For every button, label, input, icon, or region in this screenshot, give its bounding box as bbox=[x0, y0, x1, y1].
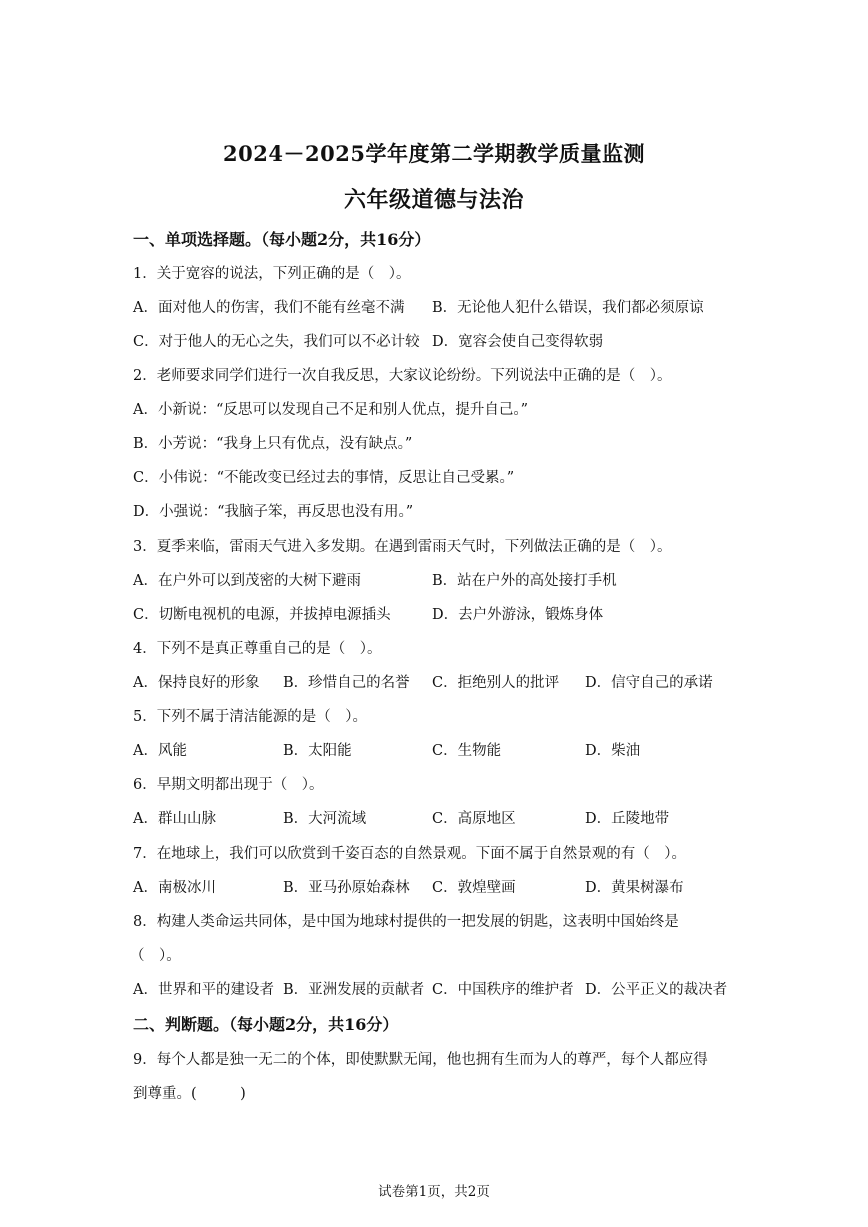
question-6-stem: 6．早期文明都出现于（ ）。 bbox=[133, 777, 324, 793]
question-4-stem: 4．下列不是真正尊重自己的是（ ）。 bbox=[133, 641, 382, 657]
question-1-option-d: D．宽容会使自己变得软弱 bbox=[432, 334, 604, 350]
question-2-stem: 2．老师要求同学们进行一次自我反思，大家议论纷纷。下列说法中正确的是（ ）。 bbox=[133, 368, 672, 384]
page-footer: 试卷第1页，共2页 bbox=[378, 1184, 490, 1200]
exam-subtitle: 六年级道德与法治 bbox=[343, 187, 524, 213]
question-2-option-b: B．小芳说：“我身上只有优点，没有缺点。” bbox=[133, 436, 413, 452]
question-1-stem: 1．关于宽容的说法，下列正确的是（ ）。 bbox=[133, 266, 411, 282]
question-7-option-d: D．黄果树瀑布 bbox=[585, 880, 684, 896]
question-5-stem: 5．下列不属于清洁能源的是（ ）。 bbox=[133, 709, 367, 725]
question-2-option-c: C．小伟说：“不能改变已经过去的事情，反思让自己受累。” bbox=[133, 470, 515, 486]
question-3-option-a: A．在户外可以到茂密的大树下避雨 bbox=[133, 573, 361, 589]
question-8-option-b: B．亚洲发展的贡献者 bbox=[283, 982, 425, 998]
question-1-option-a: A．面对他人的伤害，我们不能有丝毫不满 bbox=[133, 300, 405, 316]
question-8-option-c: C．中国秩序的维护者 bbox=[432, 982, 574, 998]
question-4-option-b: B．珍惜自己的名誉 bbox=[283, 675, 410, 691]
question-5-option-d: D．柴油 bbox=[585, 743, 641, 759]
question-5-option-c: C．生物能 bbox=[432, 743, 502, 759]
question-3-option-c: C．切断电视机的电源，并拔掉电源插头 bbox=[133, 607, 391, 623]
question-3-option-b: B．站在户外的高处接打手机 bbox=[432, 573, 617, 589]
question-7-stem: 7．在地球上，我们可以欣赏到千姿百态的自然景观。下面不属于自然景观的有（ ）。 bbox=[133, 846, 686, 862]
question-1-option-c: C．对于他人的无心之失，我们可以不必计较 bbox=[133, 334, 420, 350]
question-8-option-a: A．世界和平的建设者 bbox=[133, 982, 274, 998]
question-8-option-d: D．公平正义的裁决者 bbox=[585, 982, 728, 998]
question-9-line2: 到尊重。( ) bbox=[133, 1086, 246, 1102]
section-heading-single-choice: 一、单项选择题。（每小题2分，共16分） bbox=[133, 230, 431, 249]
section-heading-true-false: 二、判断题。（每小题2分，共16分） bbox=[133, 1015, 399, 1034]
question-1-option-b: B．无论他人犯什么错误，我们都必须原谅 bbox=[432, 300, 704, 316]
question-4-option-c: C．拒绝别人的批评 bbox=[432, 675, 560, 691]
question-2-option-a: A．小新说：“反思可以发现自己不足和别人优点，提升自己。” bbox=[133, 402, 529, 418]
question-6-option-b: B．大河流域 bbox=[283, 811, 367, 827]
question-6-option-d: D．丘陵地带 bbox=[585, 811, 670, 827]
question-9-line1: 9．每个人都是独一无二的个体，即使默默无闻，他也拥有生而为人的尊严，每个人都应得 bbox=[133, 1052, 708, 1068]
question-4-option-d: D．信守自己的承诺 bbox=[585, 675, 713, 691]
question-5-option-b: B．太阳能 bbox=[283, 743, 352, 759]
question-6-option-c: C．高原地区 bbox=[432, 811, 516, 827]
question-7-option-c: C．敦煌壁画 bbox=[432, 880, 516, 896]
question-2-option-d: D．小强说：“我脑子笨，再反思也没有用。” bbox=[133, 504, 414, 520]
question-3-stem: 3．夏季来临，雷雨天气进入多发期。在遇到雷雨天气时，下列做法正确的是（ ）。 bbox=[133, 539, 672, 555]
question-7-option-b: B．亚马孙原始森林 bbox=[283, 880, 410, 896]
question-4-option-a: A．保持良好的形象 bbox=[133, 675, 260, 691]
question-7-option-a: A．南极冰川 bbox=[133, 880, 216, 896]
question-5-option-a: A．风能 bbox=[133, 743, 187, 759]
question-8-stem-line1: 8．构建人类命运共同体，是中国为地球村提供的一把发展的钥匙，这表明中国始终是 bbox=[133, 914, 679, 930]
question-8-stem-line2: （ ）。 bbox=[130, 948, 181, 964]
question-6-option-a: A．群山山脉 bbox=[133, 811, 216, 827]
question-3-option-d: D．去户外游泳，锻炼身体 bbox=[432, 607, 604, 623]
exam-title: 2024－2025学年度第二学期教学质量监测 bbox=[223, 141, 645, 166]
